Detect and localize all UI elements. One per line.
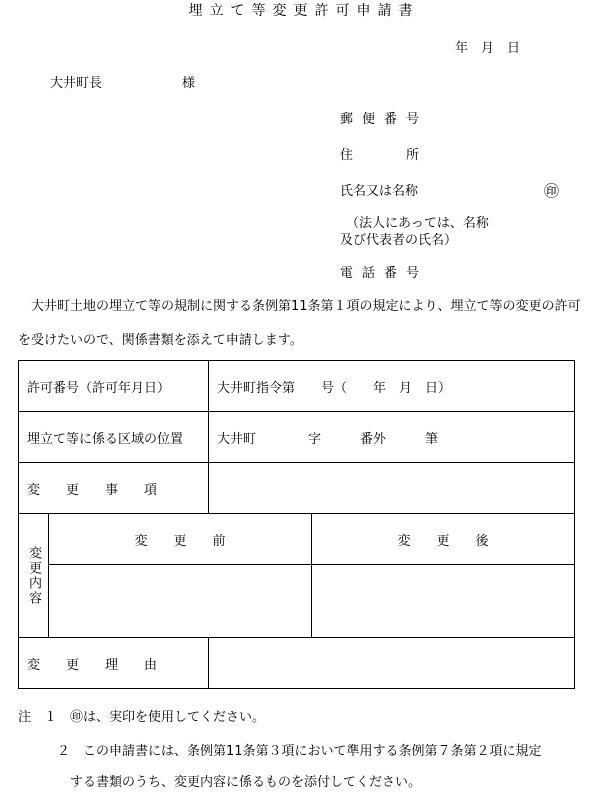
addressee: 大井町長 (50, 76, 103, 91)
change-reason-value[interactable] (209, 638, 575, 689)
note-2-line1: ２ この申請書には、条例第11条第３項において準用する条例第７条第２項に規定 (18, 744, 542, 759)
table-row-change-values (19, 565, 575, 638)
table-row-permit-number (19, 361, 575, 412)
document-title: 埋立て等変更許可申請書 (188, 3, 420, 19)
note-1 (18, 706, 265, 725)
table-row-change-headers (19, 514, 575, 565)
change-item-label: 変 更 事 項 (19, 463, 209, 514)
phone-label: 電話番号 (340, 266, 429, 281)
seal-icon: ㊞ (544, 182, 560, 200)
table-row-location (19, 412, 575, 463)
change-content-label: 変更内容 (19, 514, 49, 638)
change-item-value[interactable] (209, 463, 575, 514)
permit-number-label: 許可番号（許可年月日） (19, 361, 209, 412)
note-1-prefix: 注 １ (18, 710, 71, 725)
after-change-value[interactable] (312, 565, 575, 638)
change-reason-label: 変 更 理 由 (19, 638, 209, 689)
before-change-value[interactable] (49, 565, 312, 638)
location-value[interactable]: 大井町 字 番外 筆 (209, 412, 575, 463)
note-2-line2: する書類のうち、変更内容に係るものを添付してください。 (18, 775, 422, 790)
honorific: 様 (182, 76, 196, 91)
change-details-table (18, 360, 575, 689)
location-label: 埋立て等に係る区域の位置 (19, 412, 209, 463)
note-1-text: は、実印を使用してください。 (83, 710, 266, 725)
corporate-note-line2: 及び代表者の氏名） (340, 233, 458, 248)
before-change-header: 変 更 前 (49, 514, 312, 565)
after-change-header: 変 更 後 (312, 514, 575, 565)
table-row-change-reason (19, 638, 575, 689)
table-row-change-item (19, 463, 575, 514)
corporate-note-line1: （法人にあっては、名称 (346, 216, 489, 231)
date-line: 年 月 日 (455, 41, 521, 56)
application-statement: 大井町土地の埋立て等の規制に関する条例第11条第１項の規定により、埋立て等の変更の許可を受けたいので、関係書類を添えて申請します。 (18, 299, 581, 348)
permit-number-value[interactable]: 大井町指令第 号（ 年 月 日） (209, 361, 575, 412)
seal-icon: ㊞ (70, 710, 84, 725)
postal-code-label: 郵便番号 (340, 112, 429, 127)
name-label: 氏名又は名称 (340, 184, 419, 199)
address-label: 住 所 (340, 148, 429, 163)
